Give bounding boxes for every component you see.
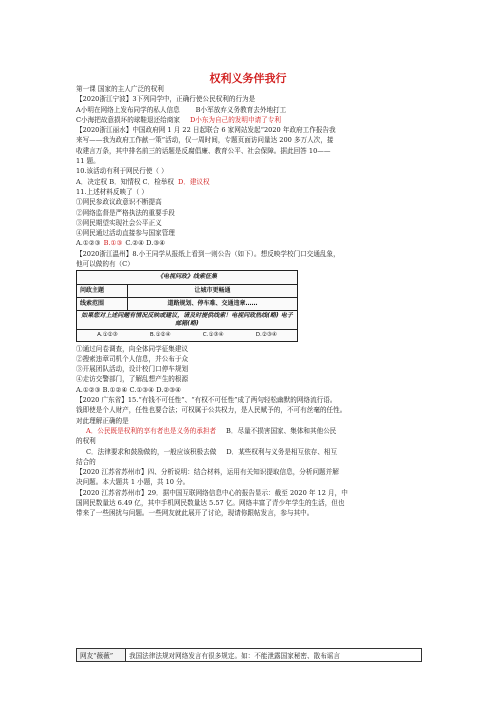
- q1-stem: 【2020浙江宁波】3下列同学中，正确行使公民权利的行为是: [76, 95, 256, 104]
- q10-options-abc: A．决定权 B．知情权 C．检举权: [76, 177, 174, 186]
- discussion-table: [76, 648, 422, 662]
- notice-box: [76, 270, 298, 341]
- q2-line-4: 11 题。: [76, 157, 100, 166]
- q4-options-ab: [76, 426, 424, 436]
- notice-option-a: A.①②③: [97, 332, 118, 339]
- q4-option-b: B．尽量不损害国家、集体和其他公民: [226, 426, 337, 435]
- q4-options-cd: [76, 447, 424, 457]
- q5-line-2: 决问题。本大题共 1 小题，共 10 分。: [76, 478, 190, 487]
- q3-stem-2: 他可以做的有（C）: [76, 260, 134, 269]
- q5-line-1: 【2020 江苏省苏州市】四、分析说明：结合材料，运用有关知识提取信息，分析问题并解: [76, 468, 339, 477]
- notice-options: [77, 330, 297, 340]
- q4-option-a: A．公民既是权利的享有者也是义务的承担者: [86, 426, 217, 435]
- notice-key-scope: 线索范围: [77, 298, 128, 310]
- q4-line-3: 对此理解正确的是: [76, 416, 129, 425]
- q1-option-b: B小军放弃义务教育去外地打工: [195, 105, 287, 114]
- q10-options: [76, 177, 424, 187]
- q11-options-cd: C.②④ D.③④: [125, 239, 166, 248]
- q11-item-1: ①网民参政议政意识不断提高: [76, 198, 162, 207]
- q4-line-1: 【2020 广东省】15.“有钱不可任性”、“有权不可任性”成了两句轻松幽默的网络流行语。: [76, 396, 337, 405]
- q1-option-d: D小东为自己的发明申请了专利: [189, 115, 281, 124]
- q3-stem-1: 【2020浙江温州】8.小王同学从报纸上看到一则公告（如下）。想反映学校门口交通乱象，: [76, 249, 340, 258]
- q1-option-a: A小明在网络上发布同学的私人信息: [76, 105, 180, 114]
- q2-line-3: 收建言万条，其中排名前三的话题是反腐倡廉、教育公平、社会保障。据此回答 10——: [76, 146, 331, 155]
- q1-option-c: C小海把故意损坏的球鞋退还给商家: [76, 115, 180, 124]
- notice-value-topic: 让城市更畅通: [194, 286, 231, 294]
- section-heading: 第一课 国家的主人广泛的权利: [76, 85, 164, 93]
- document-body: [76, 84, 424, 519]
- q4-option-b-cont: 的权利: [76, 437, 96, 446]
- q5-line-5: 带来了一些困扰与问题。一些网友就此展开了讨论，现请你跟帖发言，参与其中。: [76, 509, 314, 518]
- q5-line-3: 【2020 江苏省苏州市】29．据中国互联网络信息中心的报告显示：截至 2020 年 12 月，中: [76, 488, 348, 497]
- notice-row-topic: [77, 285, 297, 298]
- notice-option-b: B.①②④: [149, 332, 171, 339]
- q4-option-c: C．法律要求和鼓励做的，一般应该积极去做: [86, 447, 217, 456]
- notice-value-scope: 道路规划、停车难、交通违章……: [167, 299, 258, 307]
- q11-item-3: ③网民期望实现社会公平正义: [76, 218, 162, 227]
- table-row: [77, 649, 422, 662]
- notice-option-d: D.②③④: [255, 332, 277, 339]
- q2-line-2: 来写——我为政府工作献一策”活动，仅一周时间，专题页面访问量达 200 多万人次，接: [76, 136, 334, 145]
- q11-option-a: A.①②③: [76, 239, 101, 248]
- q3-item-3: ③开展团队活动，设计校门口停车规划: [76, 365, 189, 374]
- q1-options-ab: [76, 105, 424, 115]
- q10-option-d: D．建议权: [177, 177, 210, 186]
- q3-options: A.①②③ B.①②④ C.①③④ D.②③④: [76, 385, 182, 394]
- notice-row-scope: [77, 298, 297, 311]
- q11-stem: 11.上述材料反映了（ ）: [76, 187, 148, 196]
- q10-stem: 10.该活动有利于网民行使（ ）: [76, 167, 168, 176]
- notice-key-topic: 问政主题: [77, 285, 128, 297]
- q2-line-1: 【2020浙江丽水】中国政府网 1 月 22 日起联合 6 家网站发起“2020 年政府工作报告我: [76, 126, 336, 135]
- table-cell-user: 网友“薇薇”: [77, 649, 126, 662]
- q1-options-cd: [76, 115, 424, 125]
- q11-options: [76, 238, 424, 248]
- notice-option-c: C.①③④: [202, 332, 224, 339]
- q11-option-b: B.①③: [103, 239, 123, 248]
- q3-item-4: ④走访交警部门，了解乱想产生的根源: [76, 375, 189, 384]
- notice-footer: 如果您对上述问题有情况反映或建议，请及时提供线索！电视问政热线(略) 电子邮箱(略): [77, 311, 297, 330]
- q4-line-2: 钱即使是个人财产，任性也要合法；可权属于公共权力，是人民赋予的，不可有丝毫的任性。: [76, 406, 347, 415]
- q4-option-d: D．某些权利与义务是相互依存、相互: [226, 447, 338, 456]
- notice-title: 《电视问政》线索征集: [77, 271, 297, 284]
- q11-item-4: ④网民通过活动直接参与国家管理: [76, 229, 175, 238]
- page-title: 权利义务伴我行: [209, 72, 287, 85]
- q3-item-2: ②搜索违章司机个人信息，并公布于众: [76, 354, 189, 363]
- q3-item-1: ①通过问卷调查，向全体同学征集建议: [76, 344, 189, 353]
- table-cell-comment: 我国法律法规对网络发言有很多规定。如：不能泄露国家秘密、散布谣言: [126, 649, 422, 662]
- q11-item-2: ②网络监督是严格执法的重要手段: [76, 208, 175, 217]
- q4-option-d-cont: 结合的: [76, 457, 96, 466]
- q5-line-4: 国网民数量达 6.49 亿，其中手机网民数量达 5.57 亿。网络丰富了青少年学生的生活，但也: [76, 498, 345, 507]
